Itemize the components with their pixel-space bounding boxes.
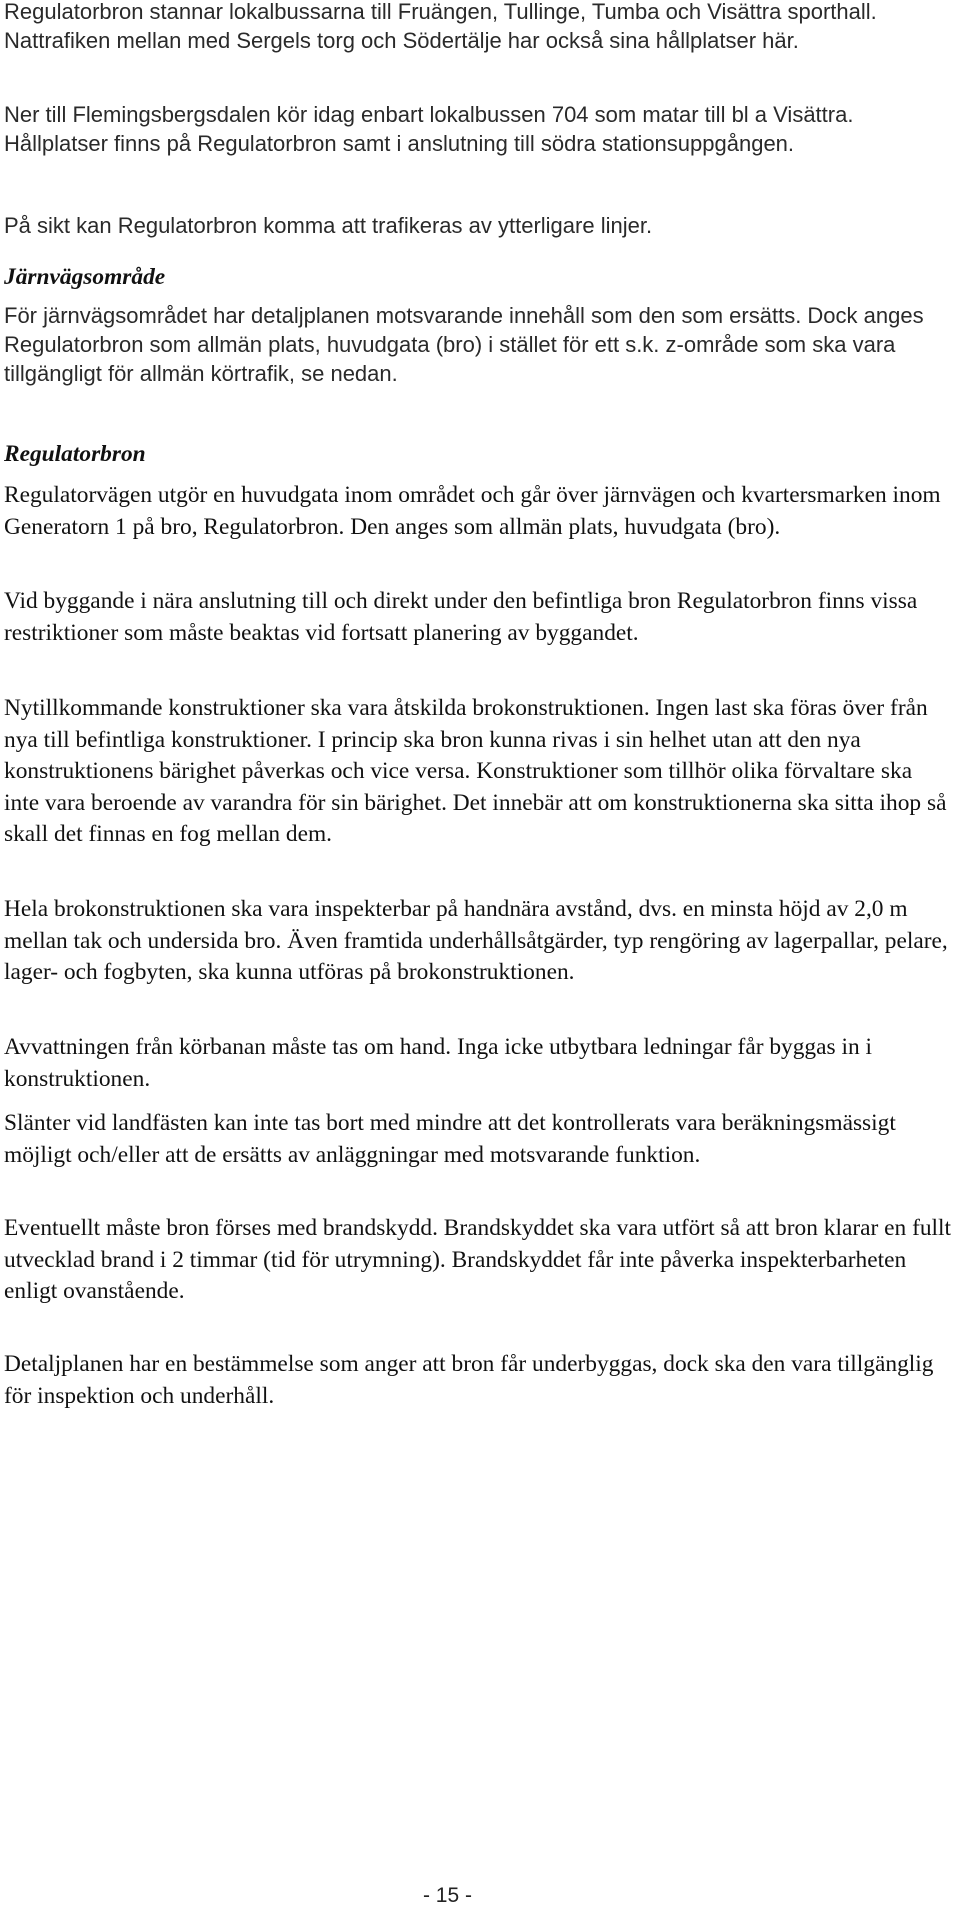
heading-regulatorbron: Regulatorbron	[4, 441, 146, 467]
heading-railway-area: Järnvägsområde	[4, 264, 166, 290]
paragraph-bridge-restrictions: Vid byggande i nära anslutning till och direkt under den befintliga bron Regulatorbron finns vissa restriktioner som måste beaktas vid fortsatt planering av byggandet.	[4, 588, 918, 646]
paragraph-bridge-underbuilding: Detaljplanen har en bestämmelse som anger att bron får underbyggas, dock ska den vara tillgänglig för inspektion och underhåll.	[4, 1351, 934, 1409]
paragraph-bridge-structures: Nytillkommande konstruktioner ska vara åtskilda brokonstruktionen. Ingen last ska föras över från nya till befintliga konstruktioner. I princip ska bron kunna rivas i sin helhet utan att den nya konstruktionens bärighet påverkas och vice versa. Konstruktioner som tillhör olika förvaltare ska inte vara beroende av varandra för sin bärighet. Det innebär att om konstruktionerna ska sitta ihop så skall det finnas en fog mellan dem.	[4, 695, 947, 847]
paragraph-intro-bus-stops: Regulatorbron stannar lokalbussarna till Fruängen, Tullinge, Tumba och Visättra sporthall. Nattrafiken mellan med Sergels torg och Södertälje har också sina hållplatser här.	[4, 0, 877, 53]
paragraph-railway-area: För järnvägsområdet har detaljplanen motsvarande innehåll som den som ersätts. Dock anges Regulatorbron som allmän plats, huvudgata (bro) i stället för ett s.k. z-område som ska vara tillgängligt för allmän körtrafik, se nedan.	[4, 303, 924, 386]
paragraph-bridge-fire-protection: Eventuellt måste bron förses med brandskydd. Brandskyddet ska vara utfört så att bron klarar en fullt utvecklad brand i 2 timmar (tid för utrymning). Brandskyddet får inte påverka inspekterbarheten enligt ovanstående.	[4, 1215, 952, 1304]
paragraph-intro-future-lines: På sikt kan Regulatorbron komma att trafikeras av ytterligare linjer.	[4, 213, 653, 238]
page-footer	[0, 1882, 960, 1910]
paragraph-bridge-drainage: Avvattningen från körbanan måste tas om hand. Inga icke utbytbara ledningar får byggas in i konstruktionen.	[4, 1034, 872, 1092]
paragraph-bridge-inspection: Hela brokonstruktionen ska vara inspekterbar på handnära avstånd, dvs. en minsta höjd av 2,0 m mellan tak och undersida bro. Även framtida underhållsåtgärder, typ rengöring av lagerpallar, pelare, lager- och fogbyten, ska kunna utföras på brokonstruktionen.	[4, 896, 948, 985]
paragraph-bridge-main-road: Regulatorvägen utgör en huvudgata inom området och går över järnvägen och kvartersmarken inom Generatorn 1 på bro, Regulatorbron. Den anges som allmän plats, huvudgata (bro).	[4, 482, 941, 540]
paragraph-intro-local-bus: Ner till Flemingsbergsdalen kör idag enbart lokalbussen 704 som matar till bl a Visättra. Hållplatser finns på Regulatorbron samt i anslutning till södra stationsuppgången.	[4, 102, 854, 156]
paragraph-bridge-slopes: Slänter vid landfästen kan inte tas bort med mindre att det kontrollerats vara beräkningsmässigt möjligt och/eller att de ersätts av anläggningar med motsvarande funktion.	[4, 1110, 896, 1168]
page-number: - 15 -	[422, 1884, 472, 1907]
